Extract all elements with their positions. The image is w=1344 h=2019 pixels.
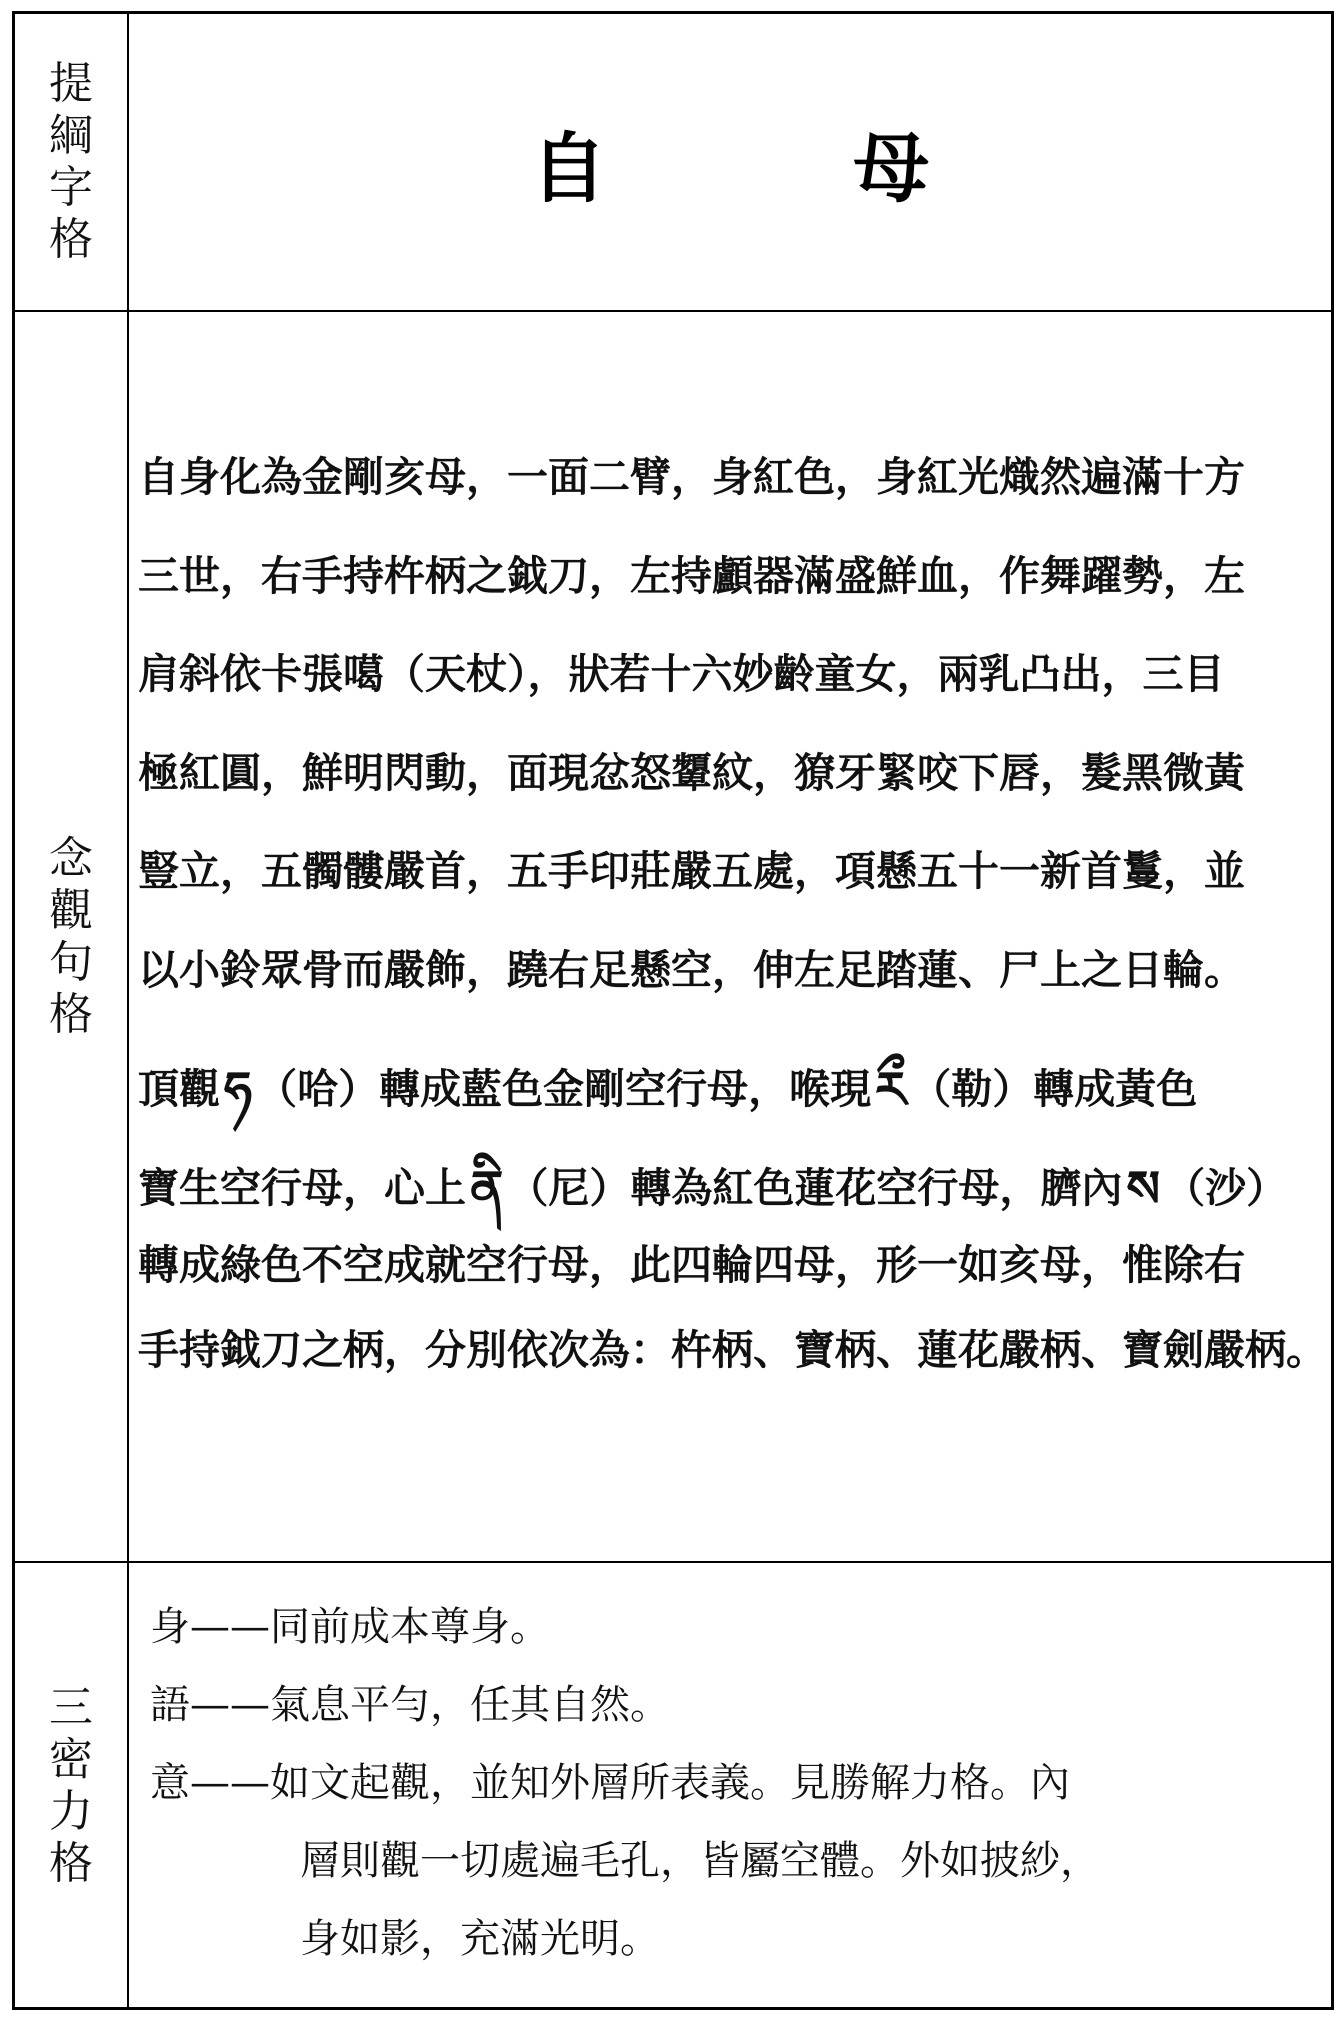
label-nianguan bbox=[15, 312, 127, 1561]
text-line: 手持鉞刀之柄，分別依次為：杵柄、寶柄、蓮花嚴柄、寶劍嚴柄。 bbox=[138, 1326, 1327, 1374]
text-segment: （勒）轉成黃色 bbox=[910, 1065, 1198, 1113]
label-char: 綱 bbox=[49, 110, 93, 161]
tibetan-sha-glyph: ས bbox=[1126, 1158, 1161, 1218]
text-line: 轉成綠色不空成就空行母，此四輪四母，形一如亥母，惟除右 bbox=[138, 1241, 1245, 1289]
body-secret: 身——同前成本尊身。 bbox=[150, 1604, 550, 1650]
column-divider bbox=[127, 14, 129, 2007]
label-char: 字 bbox=[49, 162, 93, 213]
text-line: 自身化為金剛亥母，一面二臂，身紅色，身紅光熾然遍滿十方 bbox=[138, 453, 1245, 501]
label-char: 密 bbox=[49, 1734, 93, 1785]
label-char: 格 bbox=[49, 214, 93, 265]
three-secrets-text bbox=[150, 1595, 1310, 1985]
visualization-text bbox=[138, 444, 1327, 1416]
row-divider bbox=[15, 310, 1331, 312]
label-char: 力 bbox=[49, 1786, 93, 1837]
tibetan-le-glyph: རྀ bbox=[875, 1060, 907, 1119]
text-segment: 寶生空行母，心上 bbox=[138, 1163, 466, 1212]
label-char: 觀 bbox=[49, 884, 93, 936]
mind-secret-cont: 身如影，充滿光明。 bbox=[300, 1916, 660, 1962]
label-tigang bbox=[15, 14, 127, 310]
label-sanmi bbox=[15, 1563, 127, 2009]
text-segment: （哈）轉成藍色金剛空行母，喉現 bbox=[256, 1065, 872, 1113]
tibetan-ha-glyph: ཧ bbox=[224, 1060, 253, 1119]
text-line: 極紅圓，鮮明閃動，面現忿怒顰紋，獠牙緊咬下唇，髮黑微黃 bbox=[138, 748, 1245, 797]
label-char: 格 bbox=[49, 988, 93, 1040]
tibetan-ni-glyph: ནི bbox=[470, 1158, 504, 1218]
text-segment: （沙） bbox=[1164, 1163, 1288, 1212]
page-title: 自 母 bbox=[530, 123, 1040, 213]
text-line bbox=[138, 1035, 1308, 1134]
label-char: 念 bbox=[49, 832, 93, 884]
mind-secret-cont: 層則觀一切處遍毛孔，皆屬空體。外如披紗， bbox=[300, 1838, 1100, 1884]
mind-secret: 意——如文起觀，並知外層所表義。見勝解力格。內 bbox=[150, 1760, 1070, 1806]
label-char: 提 bbox=[49, 58, 93, 109]
text-line: 肩斜依卡張噶（天杖），狀若十六妙齡童女，兩乳凸出，三目 bbox=[138, 650, 1225, 698]
label-char: 句 bbox=[49, 936, 93, 988]
speech-secret: 語——氣息平勻，任其自然。 bbox=[150, 1682, 670, 1728]
text-line: 以小鈴眾骨而嚴飾，蹺右足懸空，伸左足踏蓮、尸上之日輪。 bbox=[138, 945, 1245, 994]
text-segment: 頂觀 bbox=[138, 1065, 220, 1113]
label-char: 三 bbox=[49, 1682, 93, 1733]
text-line: 三世，右手持杵柄之鉞刀，左持顱器滿盛鮮血，作舞躍勢，左 bbox=[138, 551, 1245, 600]
row-divider bbox=[15, 1561, 1331, 1563]
text-line bbox=[138, 1134, 1308, 1233]
text-line: 豎立，五髑髏嚴首，五手印莊嚴五處，項懸五十一新首鬘，並 bbox=[138, 847, 1245, 895]
text-segment: （尼）轉為紅色蓮花空行母，臍內 bbox=[507, 1163, 1123, 1212]
label-char: 格 bbox=[49, 1838, 93, 1889]
